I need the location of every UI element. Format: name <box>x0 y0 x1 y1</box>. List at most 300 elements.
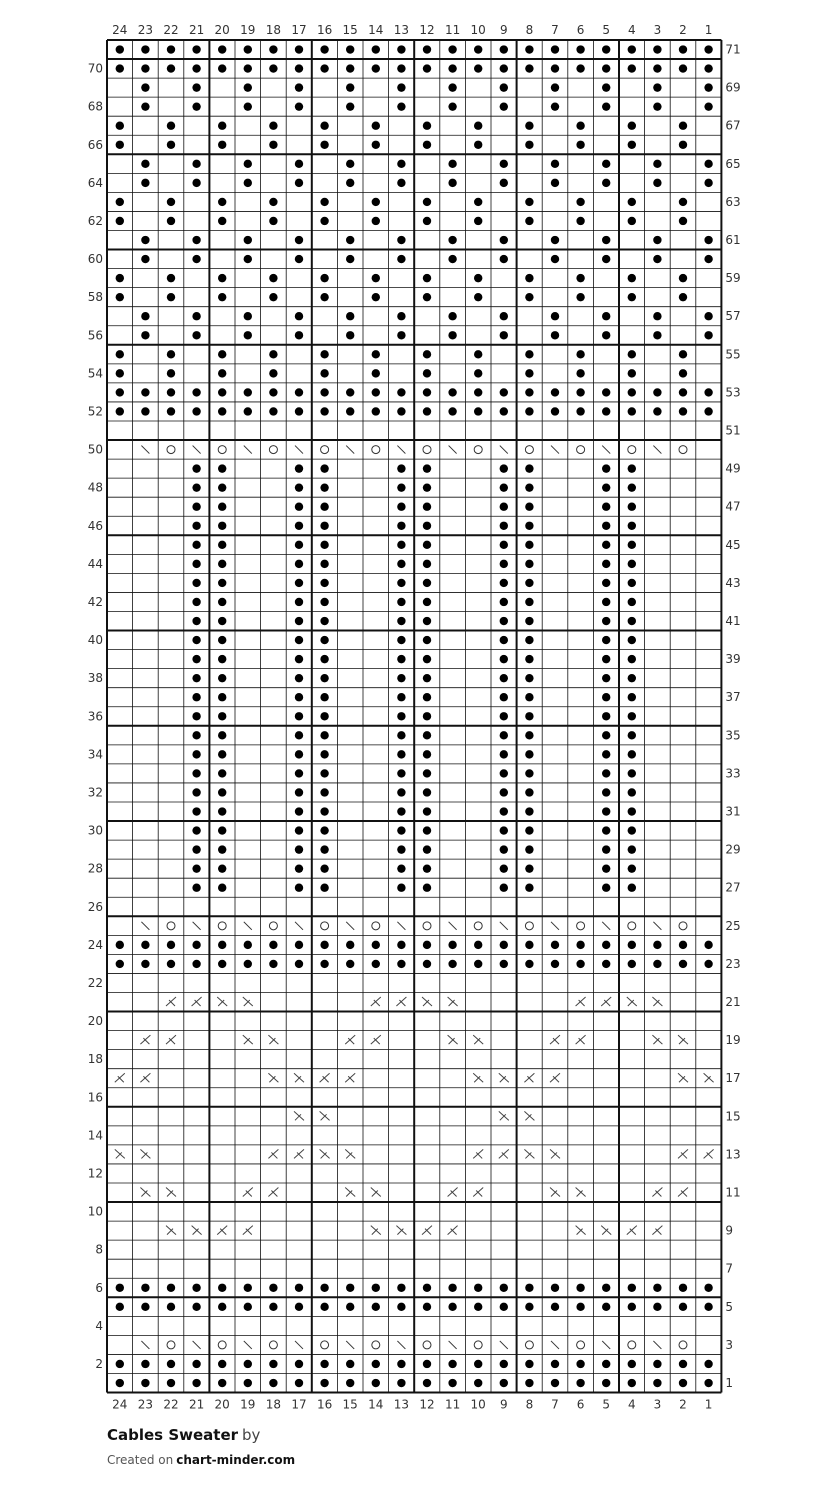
purl-dot <box>500 845 508 853</box>
column-number-bottom: 12 <box>419 1397 435 1412</box>
purl-dot <box>397 236 405 244</box>
purl-dot <box>244 255 252 263</box>
purl-dot <box>192 655 200 663</box>
purl-dot <box>269 1284 277 1292</box>
column-number-bottom: 14 <box>368 1397 384 1412</box>
purl-dot <box>525 807 533 815</box>
purl-dot <box>628 274 636 282</box>
purl-dot <box>423 598 431 606</box>
purl-dot <box>525 122 533 130</box>
column-number-bottom: 9 <box>499 1397 508 1412</box>
purl-dot <box>576 960 584 968</box>
purl-dot <box>295 674 303 682</box>
purl-dot <box>423 483 431 491</box>
purl-dot <box>679 369 687 377</box>
purl-dot <box>372 1284 380 1292</box>
purl-dot <box>423 750 431 758</box>
purl-dot <box>141 45 149 53</box>
purl-dot <box>192 636 200 644</box>
purl-dot <box>602 1284 610 1292</box>
yarn-over-circle <box>525 446 533 454</box>
purl-dot <box>551 83 559 91</box>
purl-dot <box>525 388 533 396</box>
purl-dot <box>320 598 328 606</box>
purl-dot <box>269 198 277 206</box>
yarn-over-circle <box>218 922 226 930</box>
decrease-stroke <box>397 446 405 454</box>
purl-dot <box>602 579 610 587</box>
purl-dot <box>423 274 431 282</box>
purl-dot <box>602 255 610 263</box>
purl-dot <box>116 122 124 130</box>
row-number-left: 2 <box>95 1356 103 1371</box>
purl-dot <box>141 960 149 968</box>
purl-dot <box>628 712 636 720</box>
decrease-stroke <box>193 1341 201 1349</box>
row-number-right: 53 <box>725 385 741 400</box>
purl-dot <box>551 960 559 968</box>
purl-dot <box>295 179 303 187</box>
purl-dot <box>141 236 149 244</box>
purl-dot <box>704 388 712 396</box>
yarn-over-circle <box>525 922 533 930</box>
purl-dot <box>167 1360 175 1368</box>
purl-dot <box>628 560 636 568</box>
purl-dot <box>397 884 405 892</box>
purl-dot <box>295 541 303 549</box>
purl-dot <box>372 274 380 282</box>
purl-dot <box>525 483 533 491</box>
purl-dot <box>653 255 661 263</box>
purl-dot <box>474 1303 482 1311</box>
row-number-left: 70 <box>87 61 103 76</box>
column-number-top: 3 <box>653 23 662 37</box>
purl-dot <box>525 464 533 472</box>
purl-dot <box>192 483 200 491</box>
purl-dot <box>167 1379 175 1387</box>
purl-dot <box>346 941 354 949</box>
row-number-right: 37 <box>725 690 741 705</box>
cross-right-symbol <box>243 1035 253 1044</box>
purl-dot <box>525 788 533 796</box>
purl-dot <box>397 731 405 739</box>
purl-dot <box>602 64 610 72</box>
column-number-bottom: 19 <box>240 1397 256 1412</box>
purl-dot <box>346 83 354 91</box>
purl-dot <box>704 312 712 320</box>
purl-dot <box>192 312 200 320</box>
purl-dot <box>346 255 354 263</box>
purl-dot <box>474 274 482 282</box>
purl-dot <box>244 83 252 91</box>
purl-dot <box>653 388 661 396</box>
purl-dot <box>628 483 636 491</box>
purl-dot <box>525 407 533 415</box>
purl-dot <box>551 64 559 72</box>
purl-dot <box>218 541 226 549</box>
purl-dot <box>346 179 354 187</box>
row-number-left: 52 <box>87 404 103 419</box>
yarn-over-circle <box>577 1341 585 1349</box>
column-number-top: 15 <box>342 23 358 37</box>
purl-dot <box>167 350 175 358</box>
cross-left-symbol <box>217 1226 227 1235</box>
purl-dot <box>397 598 405 606</box>
purl-dot <box>295 731 303 739</box>
purl-dot <box>525 655 533 663</box>
purl-dot <box>448 388 456 396</box>
purl-dot <box>551 255 559 263</box>
purl-dot <box>320 483 328 491</box>
purl-dot <box>269 122 277 130</box>
purl-dot <box>474 122 482 130</box>
cross-right-symbol <box>499 1073 509 1082</box>
purl-dot <box>448 1360 456 1368</box>
yarn-over-circle <box>628 1341 636 1349</box>
purl-dot <box>423 960 431 968</box>
column-number-bottom: 8 <box>525 1397 534 1412</box>
purl-dot <box>602 464 610 472</box>
cross-left-symbol <box>524 1073 534 1082</box>
row-number-right: 67 <box>725 118 741 133</box>
purl-dot <box>116 217 124 225</box>
purl-dot <box>423 617 431 625</box>
cross-left-symbol <box>371 997 381 1006</box>
cross-left-symbol <box>652 1226 662 1235</box>
purl-dot <box>218 45 226 53</box>
purl-dot <box>679 293 687 301</box>
cross-left-symbol <box>396 997 406 1006</box>
purl-dot <box>244 160 252 168</box>
purl-dot <box>192 960 200 968</box>
cross-right-symbol <box>448 997 458 1006</box>
decrease-stroke <box>141 446 149 454</box>
purl-dot <box>653 1360 661 1368</box>
decrease-stroke <box>653 922 661 930</box>
purl-dot <box>244 312 252 320</box>
purl-dot <box>167 198 175 206</box>
purl-dot <box>346 960 354 968</box>
purl-dot <box>474 141 482 149</box>
purl-dot <box>295 255 303 263</box>
purl-dot <box>525 826 533 834</box>
purl-dot <box>602 712 610 720</box>
purl-dot <box>295 1284 303 1292</box>
purl-dot <box>704 45 712 53</box>
purl-dot <box>423 407 431 415</box>
cross-left-symbol <box>294 1149 304 1158</box>
purl-dot <box>320 655 328 663</box>
row-number-right: 31 <box>725 804 741 819</box>
purl-dot <box>141 1284 149 1292</box>
purl-dot <box>346 331 354 339</box>
purl-dot <box>448 941 456 949</box>
purl-dot <box>525 198 533 206</box>
purl-dot <box>602 236 610 244</box>
purl-dot <box>500 179 508 187</box>
purl-dot <box>167 1284 175 1292</box>
purl-dot <box>628 503 636 511</box>
purl-dot <box>602 83 610 91</box>
purl-dot <box>218 141 226 149</box>
purl-dot <box>423 941 431 949</box>
decrease-stroke <box>193 446 201 454</box>
purl-dot <box>192 388 200 396</box>
purl-dot <box>372 369 380 377</box>
cross-left-symbol <box>652 1188 662 1197</box>
purl-dot <box>192 693 200 701</box>
purl-dot <box>448 407 456 415</box>
cross-left-symbol <box>678 1188 688 1197</box>
purl-dot <box>269 369 277 377</box>
purl-dot <box>269 45 277 53</box>
purl-dot <box>218 122 226 130</box>
chart-title: Cables Sweater <box>107 1426 239 1444</box>
row-number-right: 13 <box>725 1147 741 1162</box>
purl-dot <box>474 198 482 206</box>
row-number-left: 46 <box>87 518 103 533</box>
purl-dot <box>423 369 431 377</box>
purl-dot <box>628 617 636 625</box>
purl-dot <box>320 198 328 206</box>
purl-dot <box>320 522 328 530</box>
purl-dot <box>602 807 610 815</box>
purl-dot <box>653 1379 661 1387</box>
purl-dot <box>397 541 405 549</box>
purl-dot <box>397 788 405 796</box>
column-number-top: 22 <box>163 23 179 37</box>
row-number-right: 63 <box>725 194 741 209</box>
purl-dot <box>423 388 431 396</box>
purl-dot <box>525 864 533 872</box>
purl-dot <box>602 160 610 168</box>
purl-dot <box>423 293 431 301</box>
row-number-left: 22 <box>87 975 103 990</box>
purl-dot <box>218 864 226 872</box>
purl-dot <box>500 674 508 682</box>
purl-dot <box>192 769 200 777</box>
purl-dot <box>704 1379 712 1387</box>
purl-dot <box>320 541 328 549</box>
purl-dot <box>244 331 252 339</box>
column-number-bottom: 10 <box>470 1397 486 1412</box>
purl-dot <box>320 864 328 872</box>
purl-dot <box>116 64 124 72</box>
purl-dot <box>474 217 482 225</box>
decrease-stroke <box>244 446 252 454</box>
purl-dot <box>525 293 533 301</box>
purl-dot <box>218 503 226 511</box>
purl-dot <box>500 331 508 339</box>
purl-dot <box>576 941 584 949</box>
purl-dot <box>423 674 431 682</box>
purl-dot <box>423 1360 431 1368</box>
yarn-over-circle <box>167 446 175 454</box>
row-number-right: 25 <box>725 918 741 933</box>
purl-dot <box>628 788 636 796</box>
chart-title-line <box>107 1426 295 1444</box>
purl-dot <box>602 826 610 834</box>
cross-left-symbol <box>320 1073 330 1082</box>
decrease-stroke <box>551 1341 559 1349</box>
purl-dot <box>704 960 712 968</box>
purl-dot <box>397 712 405 720</box>
purl-dot <box>167 217 175 225</box>
purl-dot <box>397 1284 405 1292</box>
column-number-bottom: 3 <box>653 1397 662 1412</box>
cross-right-symbol <box>345 1188 355 1197</box>
purl-dot <box>500 579 508 587</box>
purl-dot <box>474 1360 482 1368</box>
purl-dot <box>372 1379 380 1387</box>
column-number-top: 9 <box>499 23 508 37</box>
purl-dot <box>320 884 328 892</box>
purl-dot <box>192 331 200 339</box>
cross-right-symbol <box>115 1149 125 1158</box>
purl-dot <box>628 693 636 701</box>
row-number-left: 50 <box>87 442 103 457</box>
purl-dot <box>372 141 380 149</box>
purl-dot <box>244 236 252 244</box>
purl-dot <box>320 750 328 758</box>
purl-dot <box>628 350 636 358</box>
purl-dot <box>525 845 533 853</box>
row-number-right: 41 <box>725 614 741 629</box>
purl-dot <box>372 217 380 225</box>
purl-dot <box>679 198 687 206</box>
purl-dot <box>372 198 380 206</box>
purl-dot <box>397 464 405 472</box>
purl-dot <box>423 731 431 739</box>
purl-dot <box>320 407 328 415</box>
purl-dot <box>244 388 252 396</box>
purl-dot <box>192 503 200 511</box>
purl-dot <box>320 503 328 511</box>
row-number-left: 40 <box>87 633 103 648</box>
purl-dot <box>192 674 200 682</box>
purl-dot <box>576 388 584 396</box>
row-number-right: 59 <box>725 271 741 286</box>
purl-dot <box>167 64 175 72</box>
purl-dot <box>320 1360 328 1368</box>
yarn-over-circle <box>218 446 226 454</box>
purl-dot <box>628 636 636 644</box>
column-number-top: 20 <box>214 23 230 37</box>
site-link[interactable]: chart-minder.com <box>176 1453 296 1467</box>
purl-dot <box>295 312 303 320</box>
purl-dot <box>576 45 584 53</box>
yarn-over-circle <box>372 1341 380 1349</box>
decrease-stroke <box>346 446 354 454</box>
purl-dot <box>551 160 559 168</box>
purl-dot <box>295 1379 303 1387</box>
purl-dot <box>628 522 636 530</box>
decrease-stroke <box>500 446 508 454</box>
purl-dot <box>218 1360 226 1368</box>
column-number-top: 16 <box>316 23 333 37</box>
purl-dot <box>500 522 508 530</box>
purl-dot <box>218 274 226 282</box>
purl-dot <box>500 255 508 263</box>
purl-dot <box>704 1284 712 1292</box>
purl-dot <box>679 274 687 282</box>
purl-dot <box>346 102 354 110</box>
purl-dot <box>602 388 610 396</box>
row-number-left: 54 <box>87 366 103 381</box>
purl-dot <box>525 350 533 358</box>
purl-dot <box>653 45 661 53</box>
decrease-stroke <box>602 1341 610 1349</box>
purl-dot <box>295 464 303 472</box>
column-number-top: 1 <box>704 23 713 37</box>
purl-dot <box>551 102 559 110</box>
purl-dot <box>141 1360 149 1368</box>
column-number-top: 24 <box>112 23 128 37</box>
purl-dot <box>602 864 610 872</box>
yarn-over-circle <box>679 922 687 930</box>
row-number-left: 68 <box>87 99 103 114</box>
purl-dot <box>500 45 508 53</box>
row-number-right: 27 <box>725 880 741 895</box>
purl-dot <box>320 941 328 949</box>
row-number-right: 21 <box>725 995 741 1010</box>
purl-dot <box>423 522 431 530</box>
purl-dot <box>192 236 200 244</box>
decrease-stroke <box>295 922 303 930</box>
purl-dot <box>628 369 636 377</box>
cross-right-symbol <box>524 1111 534 1120</box>
row-number-left: 18 <box>87 1052 103 1067</box>
yarn-over-circle <box>423 446 431 454</box>
purl-dot <box>525 1284 533 1292</box>
purl-dot <box>167 293 175 301</box>
purl-dot <box>141 388 149 396</box>
purl-dot <box>679 122 687 130</box>
column-number-bottom: 20 <box>214 1397 230 1412</box>
purl-dot <box>320 64 328 72</box>
purl-dot <box>448 45 456 53</box>
row-number-left: 44 <box>87 556 103 571</box>
purl-dot <box>116 274 124 282</box>
cross-right-symbol <box>576 1226 586 1235</box>
cross-right-symbol <box>678 1035 688 1044</box>
purl-dot <box>525 64 533 72</box>
purl-dot <box>192 1360 200 1368</box>
purl-dot <box>602 655 610 663</box>
purl-dot <box>346 312 354 320</box>
purl-dot <box>346 1379 354 1387</box>
yarn-over-circle <box>321 1341 329 1349</box>
purl-dot <box>167 960 175 968</box>
decrease-stroke <box>602 922 610 930</box>
purl-dot <box>397 579 405 587</box>
purl-dot <box>295 45 303 53</box>
purl-dot <box>500 102 508 110</box>
purl-dot <box>525 45 533 53</box>
purl-dot <box>141 179 149 187</box>
purl-dot <box>397 807 405 815</box>
row-number-right: 33 <box>725 766 741 781</box>
decrease-stroke <box>244 1341 252 1349</box>
row-number-left: 42 <box>87 594 103 609</box>
cross-right-symbol <box>550 1149 560 1158</box>
purl-dot <box>500 826 508 834</box>
purl-dot <box>320 141 328 149</box>
purl-dot <box>653 407 661 415</box>
purl-dot <box>116 45 124 53</box>
purl-dot <box>704 102 712 110</box>
yarn-over-circle <box>679 1341 687 1349</box>
